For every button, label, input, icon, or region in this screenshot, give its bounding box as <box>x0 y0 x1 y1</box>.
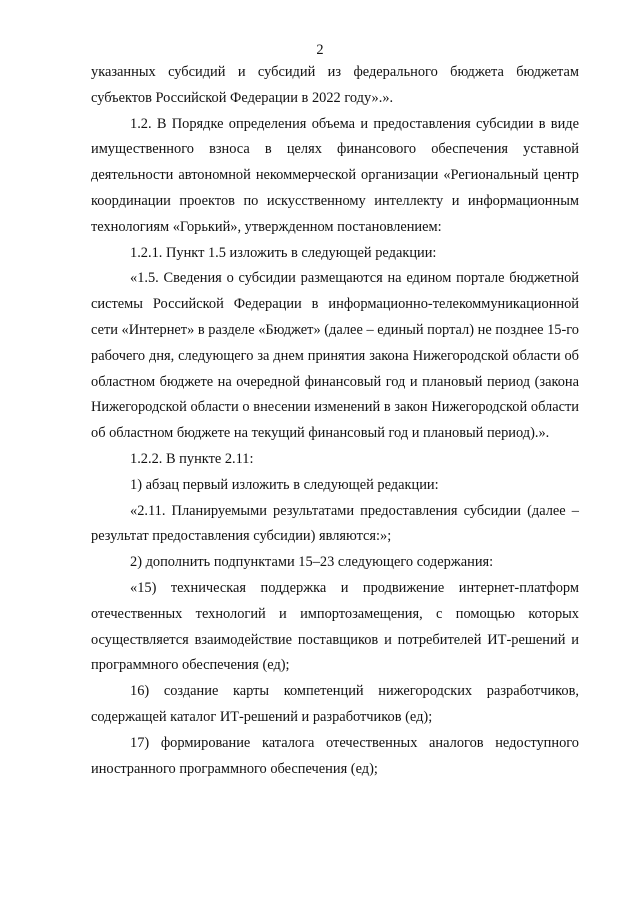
paragraph: 1.2.2. В пункте 2.11: <box>130 450 254 467</box>
paragraph: 1) абзац первый изложить в следующей редакции: <box>130 476 439 493</box>
document-body <box>91 60 579 782</box>
paragraph: 17) формирование каталога отечественных аналогов недоступного иностранного программного обеспечения (ед); <box>91 734 579 777</box>
paragraph: 16) создание карты компетенций нижегородских разработчиков, содержащей каталог ИТ-решений и разработчиков (ед); <box>91 683 579 725</box>
paragraph: «1.5. Сведения о субсидии размещаются на едином портале бюджетной системы Российской Федерации в информационно-телекоммуникационной сети «Интернет» в разделе «Бюджет» (далее – единый портал) не позднее 15-го рабочего дня, следующего за днем принятия закона Нижегородской области об областном бюджете на очередной финансовый год и плановый период (закона Нижегородской области о внесении изменений в закон Нижегородской области об областном бюджете на текущий финансовый год и плановый период).». <box>91 270 579 442</box>
paragraph: «2.11. Планируемыми результатами предоставления субсидии (далее – результат предоставления субсидии) являются:»; <box>91 502 579 545</box>
paragraph: «15) техническая поддержка и продвижение интернет-платформ отечественных технологий и импортозамещения, с помощью которых осуществляется взаимодействие поставщиков и потребителей ИТ-решений и программного обеспечения (ед); <box>91 579 579 674</box>
paragraph: 1.2. В Порядке определения объема и предоставления субсидии в виде имущественного взноса в целях финансового обеспечения уставной деятельности автономной некоммерческой организации «Региональный центр координации проектов по искусственному интеллекту и информационным технологиям «Горький», утвержденном постановлением: <box>91 115 579 235</box>
paragraph: указанных субсидий и субсидий из федерального бюджета бюджетам субъектов Российской Федерации в 2022 году».». <box>91 64 579 106</box>
paragraph: 1.2.1. Пункт 1.5 изложить в следующей редакции: <box>130 244 437 261</box>
paragraph: 2) дополнить подпунктами 15–23 следующего содержания: <box>130 554 494 571</box>
page-number: 2 <box>316 42 324 58</box>
